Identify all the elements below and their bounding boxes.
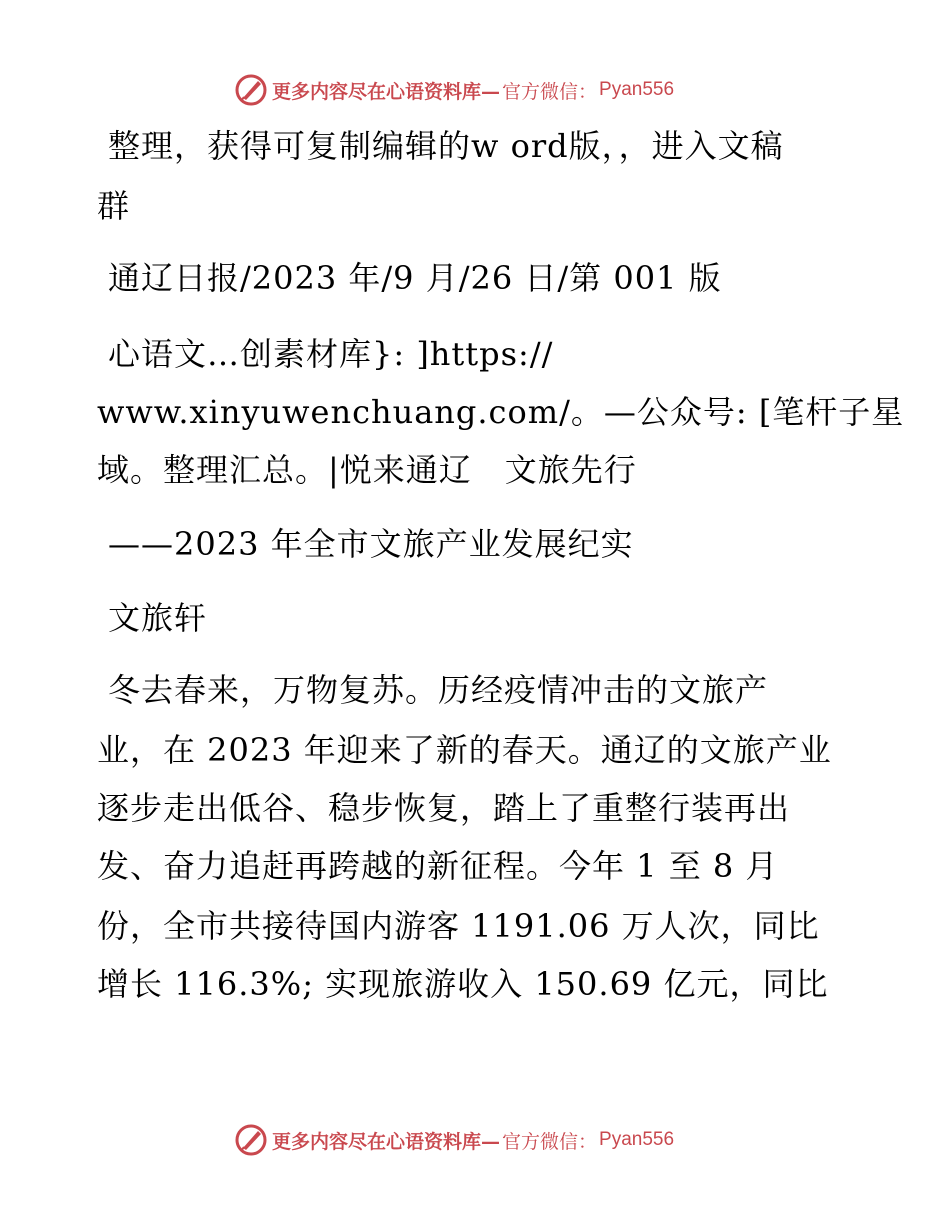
- text-line: 冬去春来，万物复苏。历经疫情冲击的文旅产: [108, 671, 769, 709]
- text-line: 份，全市共接待国内游客 1191.06 万人次，同比: [97, 907, 820, 945]
- text-line: 文旅轩: [108, 599, 208, 637]
- banner-wechat-label: 官方微信：: [502, 80, 598, 103]
- banner-wechat-label: 官方微信：: [502, 1130, 598, 1153]
- banner-wechat-id: Pyan556: [599, 79, 675, 100]
- text-line: 心语文…创素材库}: ]https://: [108, 335, 554, 373]
- text-line: 群: [97, 187, 131, 225]
- text-line: 整理，获得可复制编辑的w ord版，，进入文稿: [108, 127, 784, 165]
- banner-wechat-id: Pyan556: [599, 1129, 675, 1150]
- banner-text: 更多内容尽在心语资料库—: [272, 80, 501, 103]
- text-line: 增长 116.3%; 实现旅游收入 150.69 亿元，同比: [97, 965, 829, 1003]
- text-line: 发、奋力追赶再跨越的新征程。今年 1 至 8 月: [97, 847, 779, 885]
- text-line: 域。整理汇总。|悦来通辽 文旅先行: [97, 451, 637, 489]
- quill-logo-icon: [234, 1123, 268, 1157]
- text-line: www.xinyuwenchuang.com/。—公众号: [笔杆子星: [97, 393, 905, 431]
- text-line: 通辽日报/2023 年/9 月/26 日/第 001 版: [108, 259, 722, 297]
- footer-watermark-banner: [234, 1122, 674, 1158]
- text-line: ——2023 年全市文旅产业发展纪实: [108, 525, 634, 563]
- text-line: 业，在 2023 年迎来了新的春天。通辽的文旅产业: [97, 731, 832, 769]
- text-line: 逐步走出低谷、稳步恢复，踏上了重整行装再出: [97, 789, 791, 827]
- quill-logo-icon: [234, 73, 268, 107]
- banner-text: 更多内容尽在心语资料库—: [272, 1130, 501, 1153]
- header-watermark-banner: [234, 72, 674, 108]
